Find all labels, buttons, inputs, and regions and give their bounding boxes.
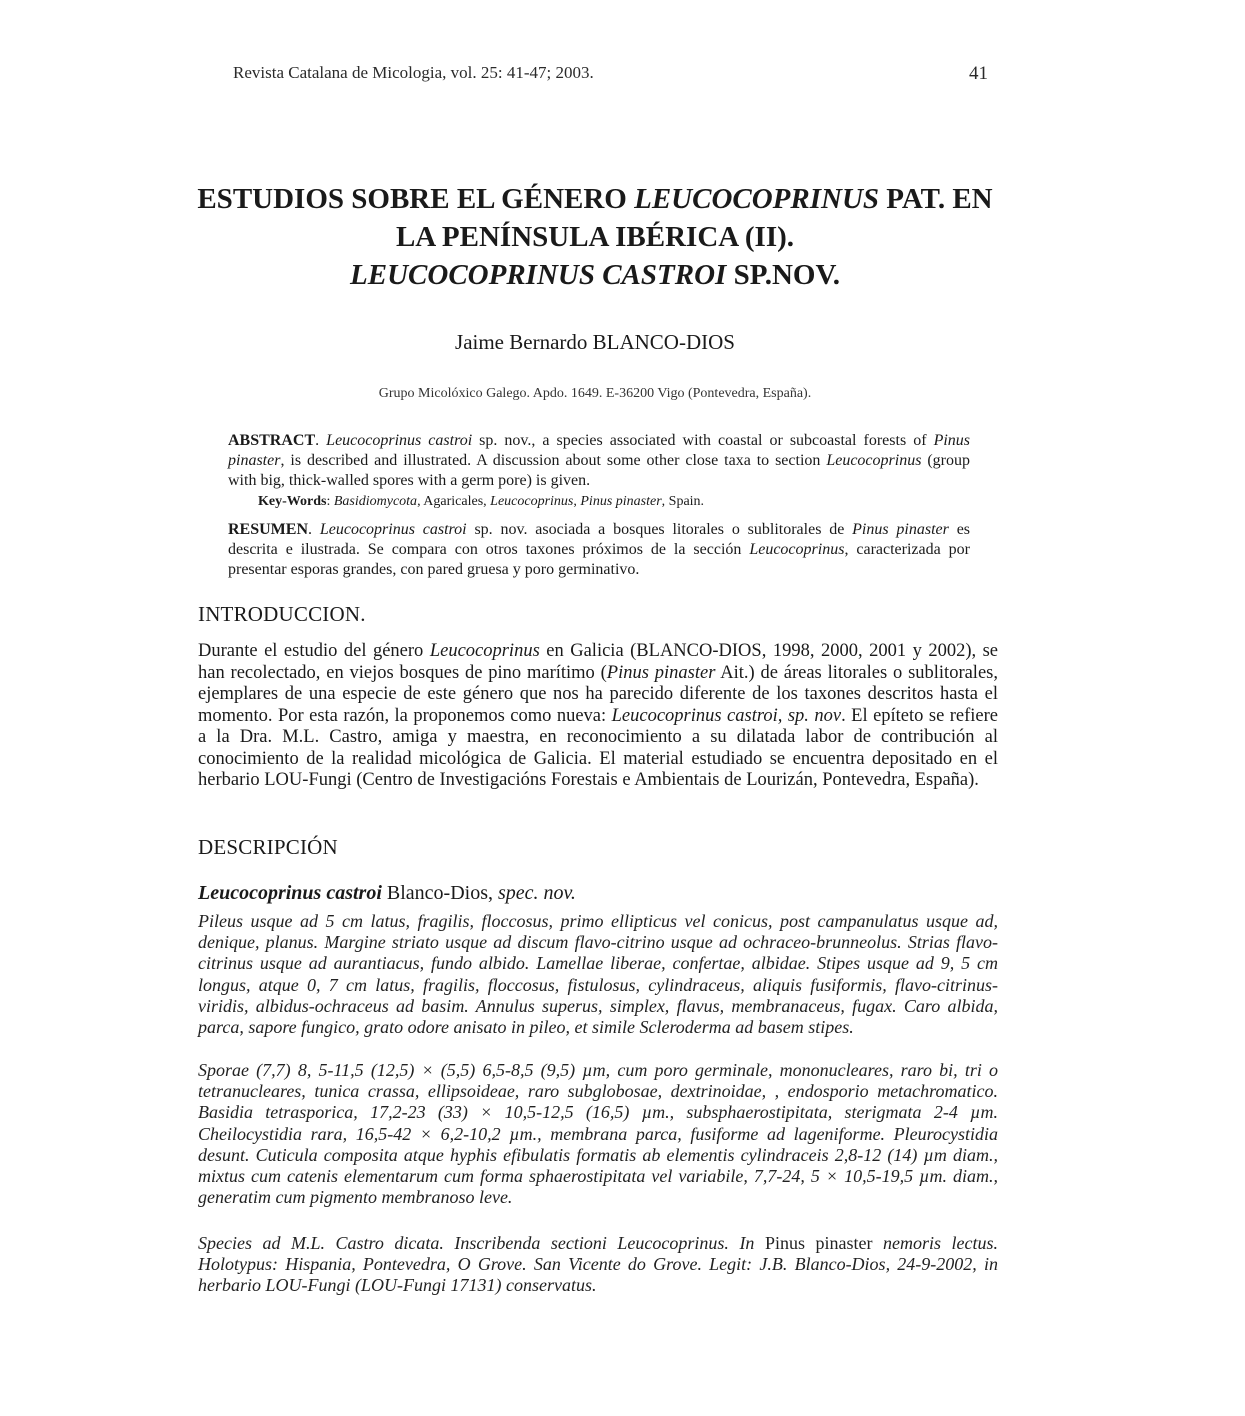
abstract-text: sp. nov., a species associated with coastal or subcoastal forests of [472, 432, 934, 449]
section-heading-descripcion: DESCRIPCIÓN [198, 835, 338, 859]
resumen-text: sp. nov. asociada a bosques litorales o sublitorales de [466, 521, 853, 538]
abstract-label: ABSTRACT [228, 432, 316, 449]
author-name: Jaime Bernardo BLANCO-DIOS [455, 330, 735, 354]
section-heading-introduccion: INTRODUCCION. [198, 602, 366, 626]
author-affiliation: Grupo Micolóxico Galego. Apdo. 1649. E-36200 Vigo (Pontevedra, España). [378, 386, 812, 401]
latin-text: nemoris lectus. Holotypus: Hispania, Pontevedra, O Grove. San Vicente do Grove. Legit: J.B. Blanco-Dios, 24-9-2002, in herbario LOU-Fungi (LOU-Fungi 17131) conservatus. [198, 1233, 999, 1296]
species-heading [198, 882, 998, 905]
title-text: ESTUDIOS SOBRE EL GÉNERO [197, 183, 635, 215]
title-genus: LEUCOCOPRINUS [634, 183, 880, 215]
keywords-text: , [573, 494, 581, 509]
resumen-text: es descrita e ilustrada. Se compara con otros taxones próximos de la sección [228, 521, 971, 558]
title-species: LEUCOCOPRINUS CASTROI [350, 259, 727, 291]
title-line-1 [180, 180, 1010, 218]
running-header [233, 63, 988, 83]
latin-holotype [198, 1233, 998, 1297]
abstract-text: . [315, 432, 327, 449]
keyword: Leucocoprinus [490, 494, 574, 509]
resumen [228, 520, 970, 580]
introduccion-paragraph [198, 641, 998, 792]
keywords-label: Key-Words [258, 494, 327, 509]
title-line-3 [180, 256, 1010, 294]
species-status: spec. nov. [498, 882, 576, 904]
title-line-2: LA PENÍNSULA IBÉRICA (II). [395, 221, 795, 253]
latin-diagnosis-micro: Sporae (7,7) 8, 5-11,5 (12,5) × (5,5) 6,5-8,5 (9,5) µm, cum poro germinale, mononucleares, raro bi, tri o tetranucleares, tunica crassa, ellipsoideae, raro subglobosae, dextrinoidae, , endosporio metachromatico. Basidia tetrasporica, 17,2-23 (33) × 10,5-12,5 (16,5) µm., subsphaerostipitata, sterigmata 2-4 µm. Cheilocystidia rara, 16,5-42 × 6,2-10,2 µm., membrana parca, fusiforme ad lageniforme. Pleurocystidia desunt. Cuticula composita atque hyphis efibulatis formatis ab elementis cylindraceis 2,8-12 (14) µm diam., mixtus cum catenis elementarum cum forma sphaerostipitata vel variabile, 7,7-24, 5 × 10,5-19,5 µm. diam., generatim cum pigmento membranoso leve. [198, 1060, 998, 1208]
body-genus: Leucocoprinus [429, 641, 540, 661]
body-text: Durante el estudio del género [198, 641, 430, 661]
body-text: . El epíteto se refiere a la Dra. M.L. Castro, amiga y maestra, en reconocimiento a su dilatada labor de contribución al conocimiento de la realidad micológica de Galicia. El material estudiado se encuentra depositado en el herbario LOU-Fungi (Centro de Investigacións Forestais e Ambientais de Lourizán, Pontevedra, España). [198, 705, 999, 790]
latin-text: Species ad M.L. Castro dicata. Inscribenda sectioni Leucocoprinus. [198, 1233, 740, 1253]
resumen-text: , caracterizada por presentar esporas grandes, con pared gruesa y poro germinativo. [228, 541, 970, 578]
keywords-text: : [326, 494, 334, 509]
article-title [180, 180, 1010, 294]
abstract-text: (group with big, thick-walled spores with a germ pore) is given. [228, 452, 970, 489]
journal-citation: Revista Catalana de Micologia, vol. 25: 41-47; 2003. [233, 63, 594, 82]
keyword: , Agaricales, [417, 494, 491, 509]
latin-text: In [739, 1233, 755, 1253]
body-text: Ait.) de áreas litorales o sublitorales, ejemplares de una especie de este género que nos ha parecido diferente de los taxones descritos hasta el momento. Por esta razón, la proponemos como nueva: [198, 662, 998, 726]
body-host: Pinus pinaster [606, 662, 716, 683]
body-text: en Galicia (BLANCO-DIOS, 1998, 2000, 2001 y 2002), se han recolectado, en viejos bosques de pino marítimo ( [198, 641, 999, 683]
page-number: 41 [969, 63, 988, 84]
keyword: , Spain. [661, 494, 705, 509]
abstract-text: , is described and illustrated. A discussion about some other close taxa to section [280, 452, 827, 469]
keyword: Basidiomycota [333, 494, 418, 509]
species-name: Leucocoprinus castroi [198, 882, 382, 904]
body-new-species: Leucocoprinus castroi, sp. nov [611, 705, 842, 726]
latin-diagnosis-macro: Pileus usque ad 5 cm latus, fragilis, floccosus, primo ellipticus vel conicus, post campanulatus usque ad, denique, planus. Margine striato usque ad discum flavo-citrino usque ad ochraceo-brunneolus. Strias flavo-citrinus usque ad aurantiacus, fundo albido. Lamellae liberae, confertae, albidae. Stipes usque ad 9, 5 cm longus, atque 0, 7 cm latus, fragilis, floccosus, fistulosus, cylindraceus, aliquis fusiformis, flavo-citrinus-viridis, albidus-ochraceus ad basim. Annulus superus, simplex, flavus, membranaceus, fugax. Caro albida, parca, sapore fungico, grato odore anisato in pileo, et simile Scleroderma ad basem stipes. [198, 911, 998, 1038]
abstract-host: Pinus pinaster [228, 432, 971, 469]
resumen-section: Leucocoprinus [749, 541, 845, 558]
resumen-text: . [308, 521, 320, 538]
resumen-label: RESUMEN [228, 521, 309, 538]
species-authority: Blanco-Dios, [381, 882, 498, 904]
abstract [228, 431, 970, 491]
latin-host: Pinus pinaster [754, 1233, 883, 1253]
resumen-species: Leucocoprinus castroi [319, 521, 467, 538]
abstract-section: Leucocoprinus [826, 452, 922, 469]
title-text: PAT. EN [879, 183, 993, 215]
resumen-host: Pinus pinaster [852, 521, 949, 538]
abstract-species: Leucocoprinus castroi [326, 432, 473, 449]
keyword: Pinus pinaster [580, 494, 662, 509]
keywords [258, 493, 970, 511]
title-text: SP.NOV. [726, 259, 840, 291]
